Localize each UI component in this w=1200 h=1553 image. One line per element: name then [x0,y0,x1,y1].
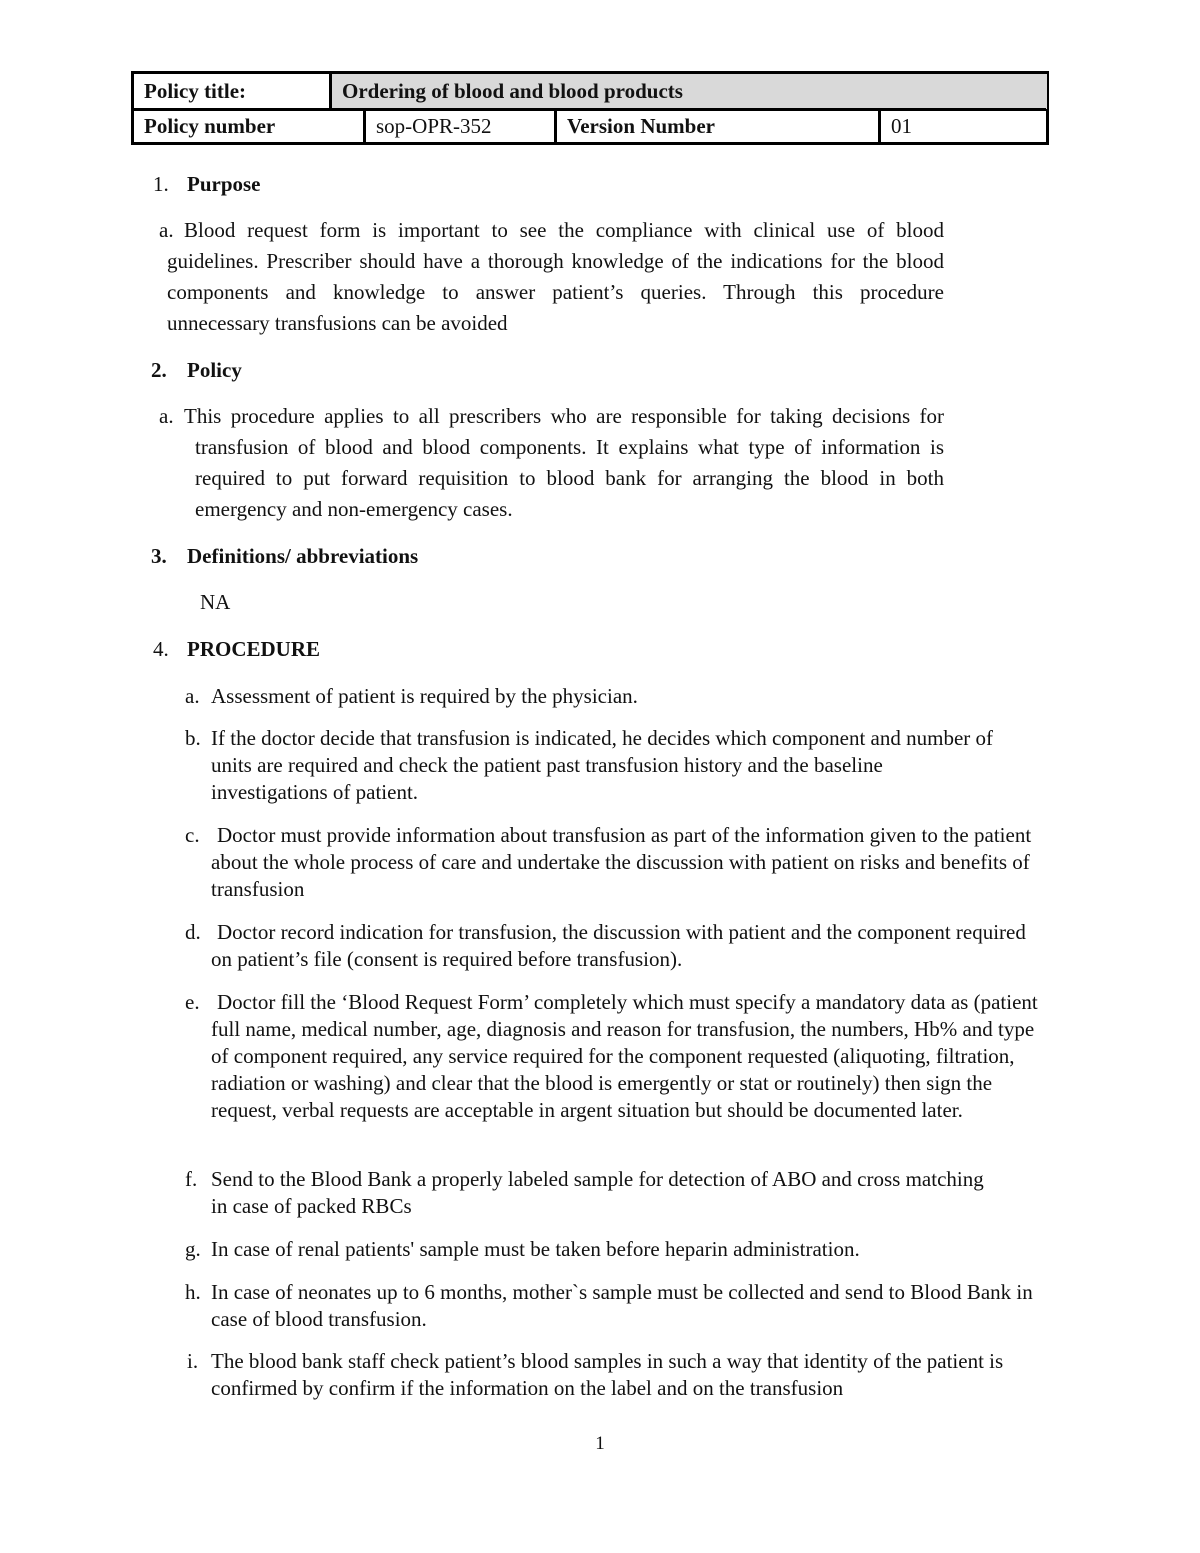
section-heading-purpose: Purpose [187,172,261,196]
section-number: 4. [153,637,169,661]
procedure-item: The blood bank staff check patient’s blood samples in such a way that identity of the patient is confirmed by confirm if the information on the label and on the transfusion [211,1349,1004,1400]
list-marker: a. [185,684,200,708]
section-number: 2. [151,358,167,382]
list-marker: i. [187,1349,199,1373]
procedure-item: Doctor fill the ‘Blood Request Form’ completely which must specify a mandatory data as (patient full name, medical number, age, diagnosis and reason for transfusion, the numbers, Hb% and type of component required, any service required for the component requested (aliquoting, filtration, radiation or washing) and clear that the blood is emergently or stat or routinely) then sign the request, verbal requests are acceptable in argent situation but should be documented later. [211,990,1038,1122]
procedure-item: Assessment of patient is required by the physician. [211,684,638,708]
policy-title-value: Ordering of blood and blood products [332,74,1047,109]
section-heading-policy: Policy [187,358,242,382]
procedure-item: In case of renal patients' sample must be taken before heparin administration. [211,1237,860,1261]
procedure-item: If the doctor decide that transfusion is indicated, he decides which component and number of units are required and check the patient past transfusion history and the baseline investigations of patient. [211,726,994,804]
list-marker: c. [185,823,200,847]
item-marker: a. [159,404,174,428]
policy-title-label: Policy title: [134,74,332,109]
list-marker: g. [185,1237,201,1261]
list-marker: d. [185,920,201,944]
policy-paragraph: This procedure applies to all prescribers who are responsible for taking decisions for transfusion of blood and blood components. It explains what type of information is required to put forward requisition to blood bank for arranging the blood in both emergency and non-emergency cases. [184,404,944,521]
definitions-value: NA [200,590,231,614]
item-marker: a. [159,218,174,242]
procedure-item: Doctor must provide information about transfusion as part of the information given to the patient about the whole process of care and undertake the discussion with patient on risks and benefits of transfusion [211,823,1032,901]
list-marker: f. [185,1167,198,1191]
list-marker: b. [185,726,201,750]
policy-header-table [131,71,1049,145]
procedure-item: Send to the Blood Bank a properly labeled sample for detection of ABO and cross matching in case of packed RBCs [211,1167,984,1218]
page-number: 1 [595,1433,605,1454]
procedure-item: Doctor record indication for transfusion, the discussion with patient and the component required on patient’s file (consent is required before transfusion). [211,920,1026,971]
procedure-item: In case of neonates up to 6 months, mother`s sample must be collected and send to Blood Bank in case of blood transfusion. [211,1280,1033,1331]
purpose-paragraph: Blood request form is important to see the compliance with clinical use of blood guidelines. Prescriber should have a thorough knowledge of the indications for the blood components and knowledge to answer patient’s queries. Through this procedure unnecessary transfusions can be avoided [167,218,944,335]
list-marker: e. [185,990,200,1014]
list-marker: h. [185,1280,201,1304]
section-heading-procedure: PROCEDURE [187,637,321,661]
section-number: 1. [153,172,169,196]
section-heading-definitions: Definitions/ abbreviations [187,544,419,568]
section-number: 3. [151,544,167,568]
version-number-value: 01 [891,114,912,138]
policy-number-value: sop-OPR-352 [366,111,557,142]
policy-number-label: Policy number [134,111,366,142]
version-number-label: Version Number [557,111,881,142]
